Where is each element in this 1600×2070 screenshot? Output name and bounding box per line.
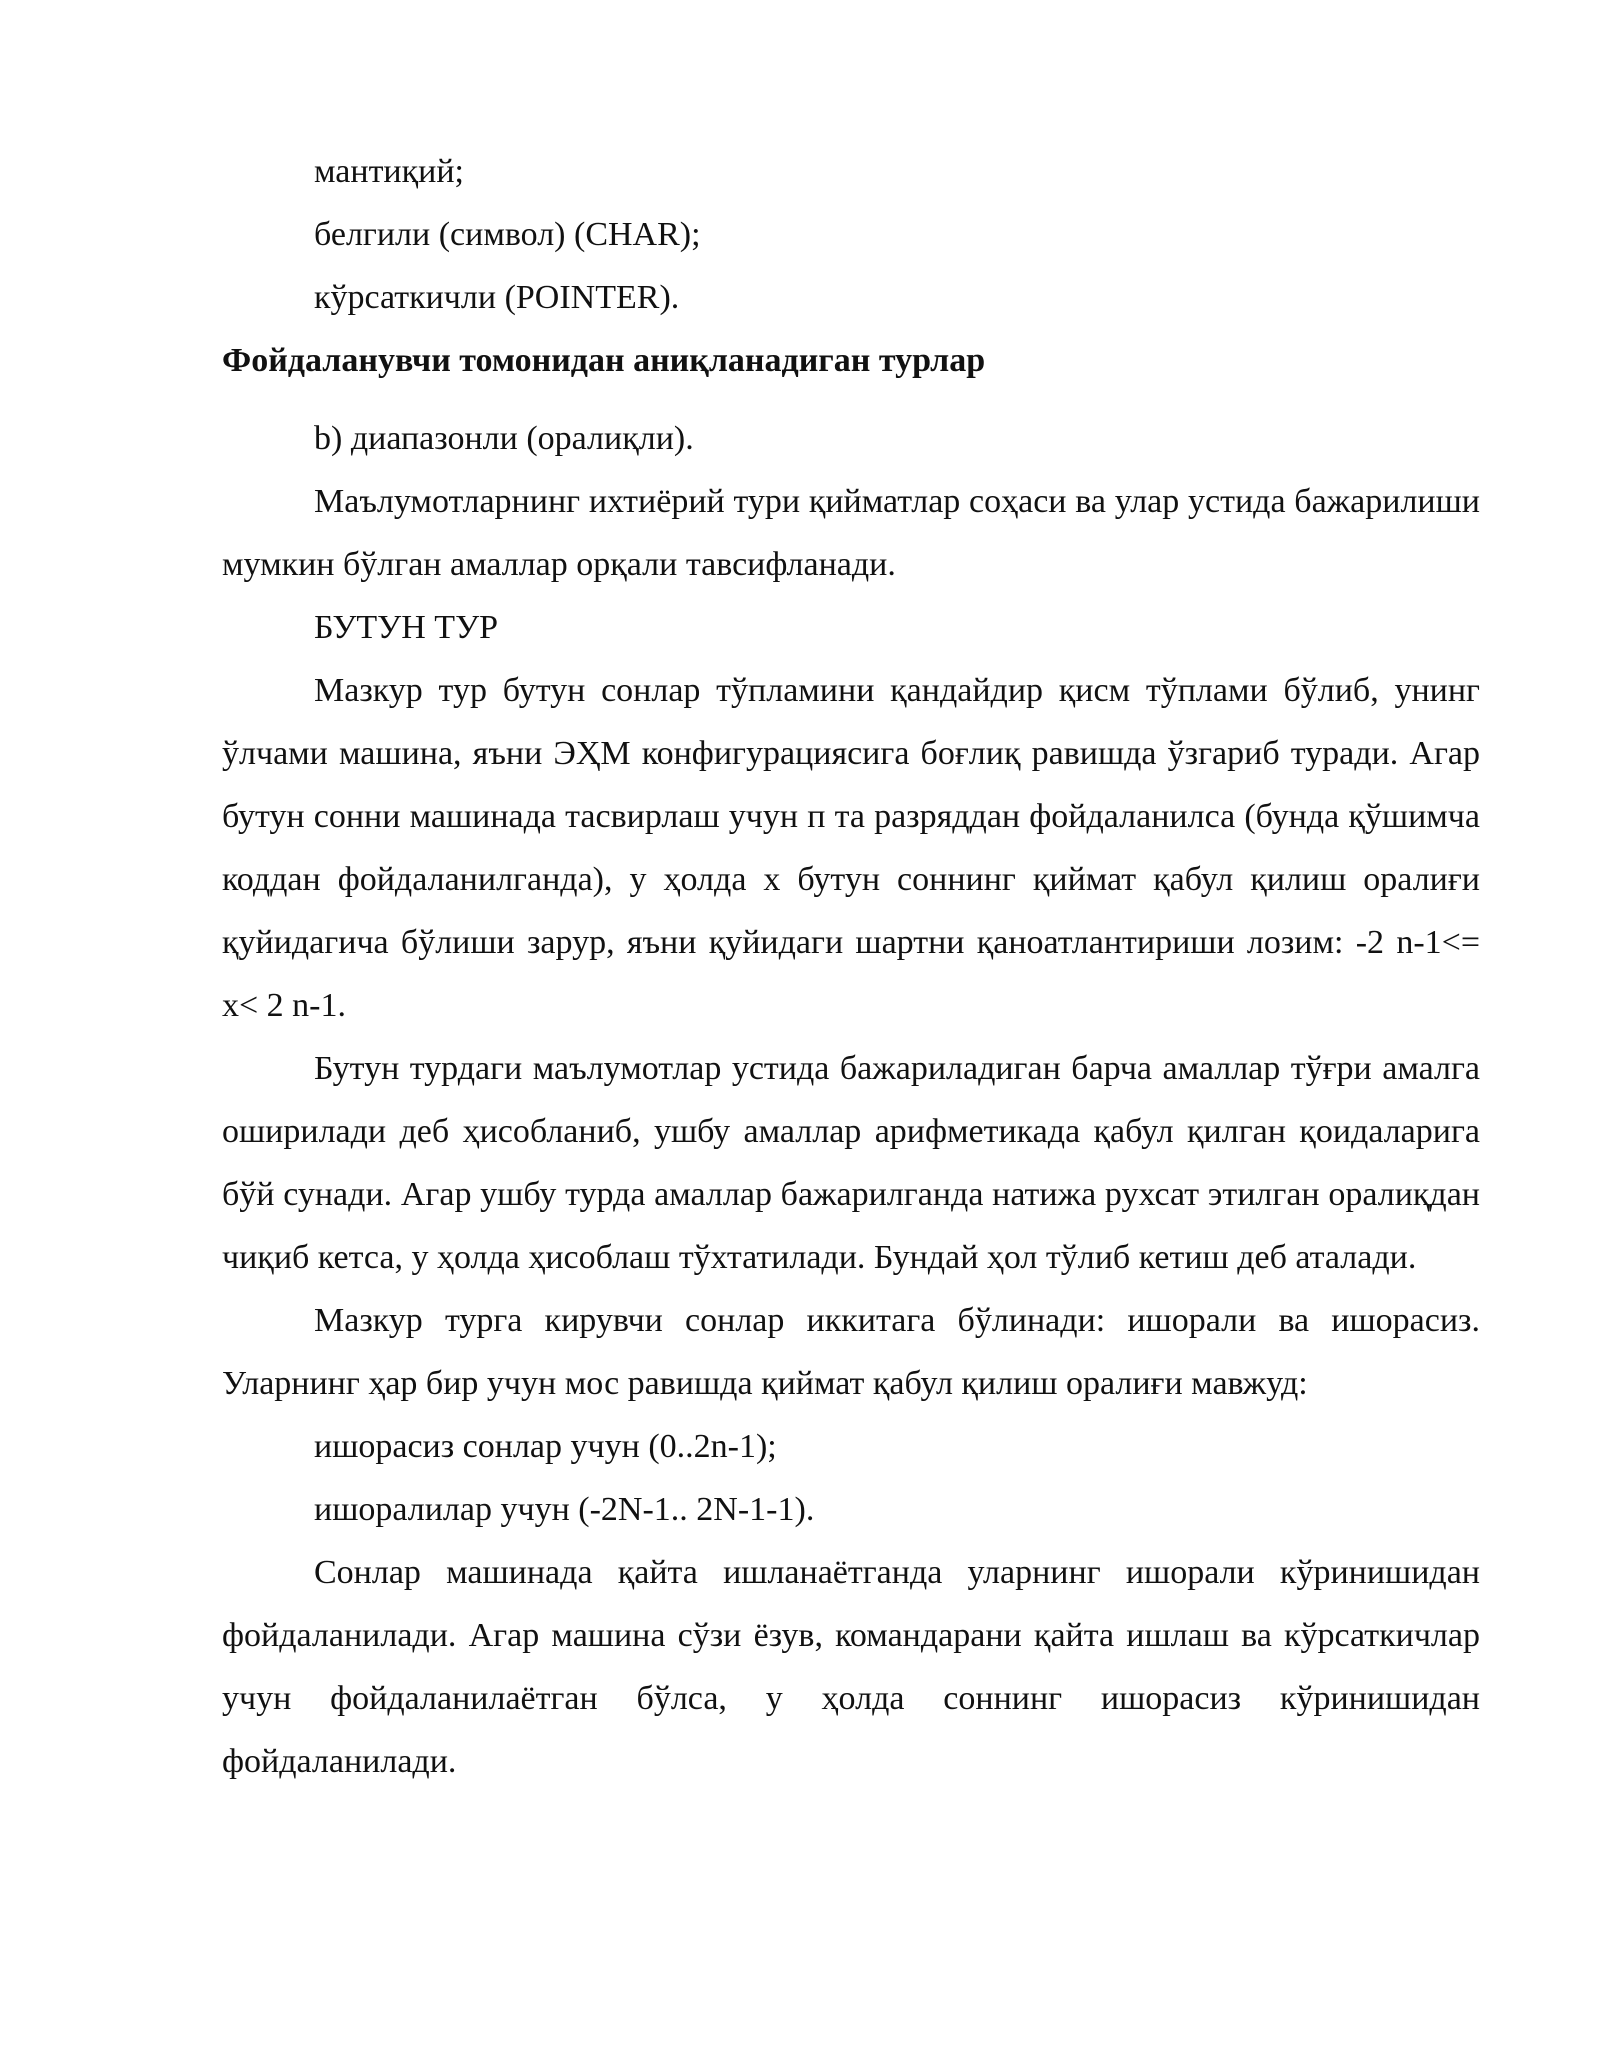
list-item-logical: мантиқий; xyxy=(314,153,464,190)
list-item-pointer: кўрсаткичли (POINTER). xyxy=(314,279,680,316)
paragraph-2: Мазкур тур бутун сонлар тўпламини қандайдир қисм тўплами бўлиб, унинг ўлчами машина, яъни ЭҲМ конфигурациясига боғлиқ равишда ўзгариб туради. Агар бутун сонни машинада тасвирлаш учун п та разряддан фойдаланилса (бунда қўшимча коддан фойдаланилганда), у ҳолда х бутун соннинг қиймат қабул қилиш оралиғи қуйидагича бўлиши зарур, яъни қуйидаги шартни қаноатлантириши лозим: -2 n-1<= x< 2 n-1. xyxy=(222,672,1480,1024)
range-signed: ишоралилар учун (-2N-1.. 2N-1-1). xyxy=(314,1491,815,1528)
range-unsigned: ишорасиз сонлар учун (0..2n-1); xyxy=(314,1428,777,1465)
list-item-range: b) диапазонли (оралиқли). xyxy=(314,420,694,457)
list-item-char: белгили (символ) (CHAR); xyxy=(314,216,701,253)
paragraph-5: Сонлар машинада қайта ишланаётганда уларнинг ишорали кўринишидан фойдаланилади. Агар машина сўзи ёзув, командарани қайта ишлаш ва кўрсаткичлар учун фойдаланилаётган бўлса, у ҳолда соннинг ишорасиз кўринишидан фойдаланилади. xyxy=(222,1554,1480,1780)
section-title: БУТУН ТУР xyxy=(314,609,499,646)
paragraph-1: Маълумотларнинг ихтиёрий тури қийматлар соҳаси ва улар устида бажарилиши мумкин бўлган амаллар орқали тавсифланади. xyxy=(222,483,1480,583)
paragraph-4: Мазкур турга кирувчи сонлар иккитага бўлинади: ишорали ва ишорасиз. Уларнинг ҳар бир учун мос равишда қиймат қабул қилиш оралиғи мавжуд: xyxy=(222,1302,1480,1402)
paragraph-3: Бутун турдаги маълумотлар устида бажариладиган барча амаллар тўғри амалга оширилади деб ҳисобланиб, ушбу амаллар арифметикада қабул қилган қоидаларига бўй сунади. Агар ушбу турда амаллар бажарилганда натижа рухсат этилган оралиқдан чиқиб кетса, у ҳолда ҳисоблаш тўхтатилади. Бундай ҳол тўлиб кетиш деб аталади. xyxy=(222,1050,1480,1276)
section-heading: Фойдаланувчи томонидан аниқланадиган турлар xyxy=(222,342,986,379)
document-page xyxy=(222,140,1480,1793)
